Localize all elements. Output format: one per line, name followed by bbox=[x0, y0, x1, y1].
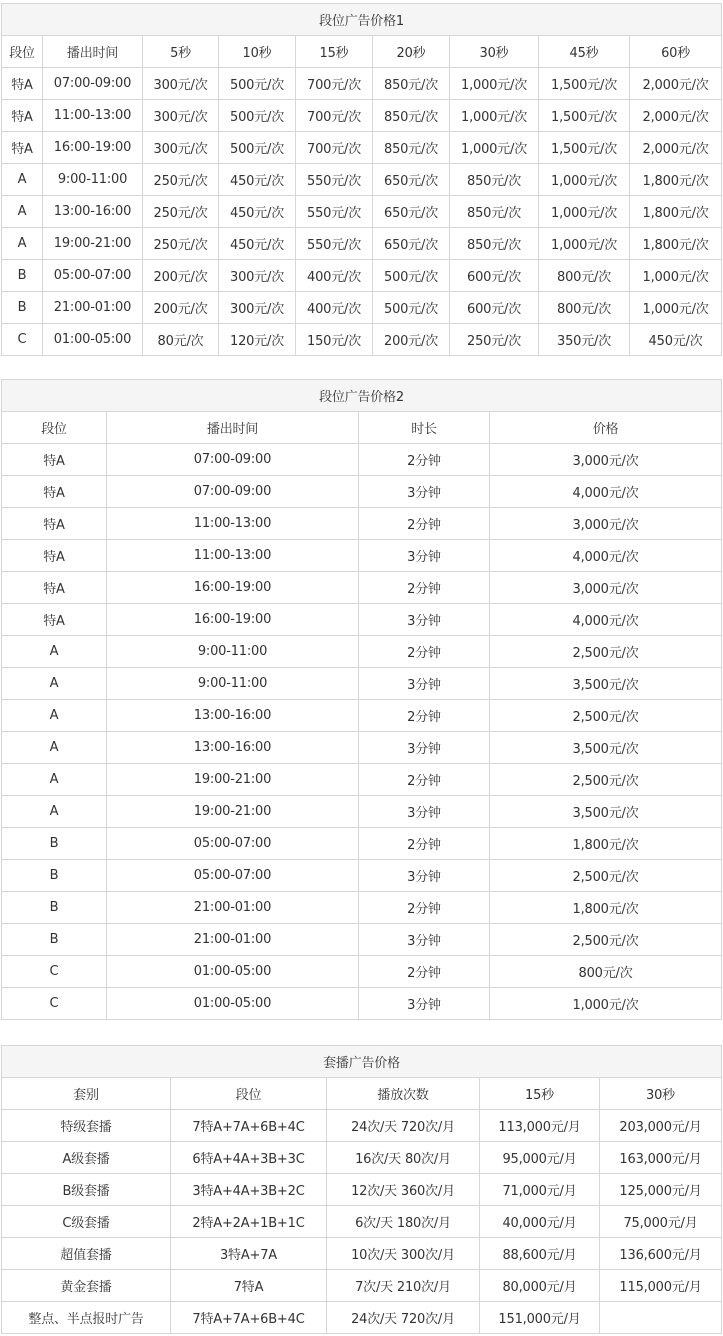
table-cell: 12次/天 360次/月 bbox=[327, 1174, 480, 1206]
table-cell: 203,000元/月 bbox=[600, 1110, 722, 1142]
table-cell: 1,800元/次 bbox=[490, 892, 722, 924]
table-cell: 300元/次 bbox=[143, 100, 219, 132]
table-cell: 6次/天 180次/月 bbox=[327, 1206, 480, 1238]
table-cell: 16次/天 80次/月 bbox=[327, 1142, 480, 1174]
table-cell: A bbox=[2, 196, 43, 228]
table-cell: B bbox=[2, 828, 107, 860]
table-row bbox=[2, 508, 722, 540]
header-cell: 段位 bbox=[171, 1078, 327, 1110]
table-cell: 1,000元/次 bbox=[630, 292, 722, 324]
table-cell: 黄金套播 bbox=[2, 1270, 171, 1302]
table-cell: 250元/次 bbox=[143, 228, 219, 260]
table-title: 段位广告价格1 bbox=[2, 4, 722, 36]
table-cell: 113,000元/月 bbox=[480, 1110, 600, 1142]
table-cell: 150元/次 bbox=[296, 324, 373, 356]
table-row bbox=[2, 572, 722, 604]
table-cell: 151,000元/月 bbox=[480, 1302, 600, 1334]
table-row bbox=[2, 476, 722, 508]
table-row bbox=[2, 1142, 722, 1174]
table-cell: 850元/次 bbox=[450, 228, 539, 260]
table-cell: 700元/次 bbox=[296, 68, 373, 100]
table-row bbox=[2, 292, 722, 324]
table-cell: 800元/次 bbox=[539, 260, 630, 292]
table-cell: B bbox=[2, 292, 43, 324]
table-header-row bbox=[2, 1078, 722, 1110]
table-cell: 800元/次 bbox=[539, 292, 630, 324]
table-cell: 07:00-09:00 bbox=[107, 444, 359, 476]
table-cell: 13:00-16:00 bbox=[43, 196, 143, 228]
table-cell: 07:00-09:00 bbox=[43, 68, 143, 100]
table-cell: 1,800元/次 bbox=[630, 196, 722, 228]
table-header-row bbox=[2, 36, 722, 68]
table-cell: 1,000元/次 bbox=[539, 228, 630, 260]
table-row bbox=[2, 164, 722, 196]
table-cell: 3分钟 bbox=[359, 604, 490, 636]
table-cell: 7特A bbox=[171, 1270, 327, 1302]
table-row bbox=[2, 324, 722, 356]
table-cell: 特A bbox=[2, 100, 43, 132]
table-cell: 2分钟 bbox=[359, 764, 490, 796]
table-row bbox=[2, 668, 722, 700]
table-cell: 2特A+2A+1B+1C bbox=[171, 1206, 327, 1238]
table-cell: 3,500元/次 bbox=[490, 796, 722, 828]
table-cell: 3特A+4A+3B+2C bbox=[171, 1174, 327, 1206]
table-row bbox=[2, 892, 722, 924]
table-cell: B bbox=[2, 924, 107, 956]
table-cell: 特A bbox=[2, 68, 43, 100]
table-cell: 05:00-07:00 bbox=[107, 860, 359, 892]
table-cell: 07:00-09:00 bbox=[107, 476, 359, 508]
table-cell: A bbox=[2, 700, 107, 732]
table-cell: 11:00-13:00 bbox=[107, 508, 359, 540]
table-cell: 6特A+4A+3B+3C bbox=[171, 1142, 327, 1174]
table-row bbox=[2, 924, 722, 956]
table-cell: 特A bbox=[2, 444, 107, 476]
table-cell: 650元/次 bbox=[373, 196, 450, 228]
table-cell: B bbox=[2, 892, 107, 924]
table-cell: 700元/次 bbox=[296, 132, 373, 164]
table-cell: C级套播 bbox=[2, 1206, 171, 1238]
table-cell: 1,000元/次 bbox=[450, 100, 539, 132]
table-cell: 80,000元/月 bbox=[480, 1270, 600, 1302]
table-cell: 10次/天 300次/月 bbox=[327, 1238, 480, 1270]
table-cell: 16:00-19:00 bbox=[107, 572, 359, 604]
table-cell: 300元/次 bbox=[219, 292, 296, 324]
table-cell: 1,000元/次 bbox=[539, 196, 630, 228]
table-cell: 700元/次 bbox=[296, 100, 373, 132]
table-cell: 850元/次 bbox=[373, 68, 450, 100]
table-cell: 850元/次 bbox=[450, 164, 539, 196]
table-cell: 01:00-05:00 bbox=[43, 324, 143, 356]
table-cell: 3分钟 bbox=[359, 540, 490, 572]
table-cell: 115,000元/月 bbox=[600, 1270, 722, 1302]
table-cell: 特A bbox=[2, 604, 107, 636]
table-cell: 1,000元/次 bbox=[450, 132, 539, 164]
table-cell: 163,000元/月 bbox=[600, 1142, 722, 1174]
table-row bbox=[2, 604, 722, 636]
table-cell: 80元/次 bbox=[143, 324, 219, 356]
table-cell: 05:00-07:00 bbox=[43, 260, 143, 292]
table-cell: 125,000元/月 bbox=[600, 1174, 722, 1206]
table-cell: 1,800元/次 bbox=[490, 828, 722, 860]
table-cell: A bbox=[2, 228, 43, 260]
table-title-row bbox=[2, 1046, 722, 1078]
table-cell: 13:00-16:00 bbox=[107, 732, 359, 764]
table-cell: A bbox=[2, 732, 107, 764]
table-cell: 400元/次 bbox=[296, 260, 373, 292]
table-cell: 550元/次 bbox=[296, 196, 373, 228]
table-cell: 2分钟 bbox=[359, 636, 490, 668]
table-cell: 4,000元/次 bbox=[490, 604, 722, 636]
table-cell: 7特A+7A+6B+4C bbox=[171, 1302, 327, 1334]
package-price-table bbox=[1, 1045, 722, 1334]
table-cell: B bbox=[2, 860, 107, 892]
table-cell: 850元/次 bbox=[450, 196, 539, 228]
table-cell: 19:00-21:00 bbox=[107, 796, 359, 828]
table-row bbox=[2, 1270, 722, 1302]
header-cell: 30秒 bbox=[450, 36, 539, 68]
table-cell: A bbox=[2, 796, 107, 828]
table-cell: 2分钟 bbox=[359, 508, 490, 540]
table-cell: 4,000元/次 bbox=[490, 476, 722, 508]
table-cell: 9:00-11:00 bbox=[107, 636, 359, 668]
table-cell: 3,000元/次 bbox=[490, 572, 722, 604]
segment-price-table-1 bbox=[1, 3, 722, 356]
header-cell: 价格 bbox=[490, 412, 722, 444]
table-cell: 05:00-07:00 bbox=[107, 828, 359, 860]
table-cell: 450元/次 bbox=[219, 196, 296, 228]
table-cell: 21:00-01:00 bbox=[107, 892, 359, 924]
table-cell: 550元/次 bbox=[296, 164, 373, 196]
header-cell: 60秒 bbox=[630, 36, 722, 68]
table-cell: 24次/天 720次/月 bbox=[327, 1302, 480, 1334]
table-cell: 3分钟 bbox=[359, 476, 490, 508]
header-cell: 15秒 bbox=[480, 1078, 600, 1110]
header-cell: 5秒 bbox=[143, 36, 219, 68]
table-cell: 01:00-05:00 bbox=[107, 956, 359, 988]
table-cell: 3分钟 bbox=[359, 860, 490, 892]
table-cell: A bbox=[2, 764, 107, 796]
table-cell: A级套播 bbox=[2, 1142, 171, 1174]
header-cell: 播放次数 bbox=[327, 1078, 480, 1110]
table-cell: 3,500元/次 bbox=[490, 668, 722, 700]
table-row bbox=[2, 700, 722, 732]
table-cell: 500元/次 bbox=[373, 260, 450, 292]
table-cell: 300元/次 bbox=[143, 132, 219, 164]
table-cell: 300元/次 bbox=[143, 68, 219, 100]
table-cell: 3分钟 bbox=[359, 988, 490, 1020]
table-cell: 19:00-21:00 bbox=[107, 764, 359, 796]
table-cell: 120元/次 bbox=[219, 324, 296, 356]
table-cell: 2,500元/次 bbox=[490, 636, 722, 668]
table-cell: 2分钟 bbox=[359, 828, 490, 860]
header-cell: 15秒 bbox=[296, 36, 373, 68]
table-cell: 450元/次 bbox=[630, 324, 722, 356]
table-cell: 9:00-11:00 bbox=[43, 164, 143, 196]
table-cell: 3分钟 bbox=[359, 796, 490, 828]
table-cell: 2分钟 bbox=[359, 444, 490, 476]
table-row bbox=[2, 540, 722, 572]
table-cell: 11:00-13:00 bbox=[107, 540, 359, 572]
table-cell bbox=[600, 1302, 722, 1334]
table-cell: 250元/次 bbox=[450, 324, 539, 356]
table-cell: 9:00-11:00 bbox=[107, 668, 359, 700]
table-cell: 13:00-16:00 bbox=[107, 700, 359, 732]
table-cell: 7次/天 210次/月 bbox=[327, 1270, 480, 1302]
table-cell: 550元/次 bbox=[296, 228, 373, 260]
table-cell: 2,000元/次 bbox=[630, 68, 722, 100]
table-cell: 3分钟 bbox=[359, 924, 490, 956]
table-cell: 1,000元/次 bbox=[539, 164, 630, 196]
table-row bbox=[2, 1238, 722, 1270]
table-row bbox=[2, 68, 722, 100]
table-row bbox=[2, 796, 722, 828]
table-cell: 特A bbox=[2, 540, 107, 572]
table-row bbox=[2, 196, 722, 228]
table-cell: 200元/次 bbox=[143, 260, 219, 292]
table-row bbox=[2, 100, 722, 132]
table-row bbox=[2, 1206, 722, 1238]
header-cell: 播出时间 bbox=[43, 36, 143, 68]
table-cell: 01:00-05:00 bbox=[107, 988, 359, 1020]
table-cell: 500元/次 bbox=[373, 292, 450, 324]
table-cell: 2,500元/次 bbox=[490, 700, 722, 732]
price-document bbox=[0, 3, 723, 1334]
table-cell: 3分钟 bbox=[359, 668, 490, 700]
table-title-row bbox=[2, 4, 722, 36]
table-cell: 200元/次 bbox=[143, 292, 219, 324]
table-row bbox=[2, 260, 722, 292]
table-cell: A bbox=[2, 164, 43, 196]
table-cell: 2,500元/次 bbox=[490, 924, 722, 956]
table-cell: 650元/次 bbox=[373, 164, 450, 196]
table-cell: 21:00-01:00 bbox=[107, 924, 359, 956]
table-cell: C bbox=[2, 988, 107, 1020]
table-title-row bbox=[2, 380, 722, 412]
table-cell: 24次/天 720次/月 bbox=[327, 1110, 480, 1142]
table-cell: 40,000元/月 bbox=[480, 1206, 600, 1238]
table-cell: 特级套播 bbox=[2, 1110, 171, 1142]
table-cell: 1,000元/次 bbox=[450, 68, 539, 100]
table-cell: 2,000元/次 bbox=[630, 100, 722, 132]
table-header-row bbox=[2, 412, 722, 444]
table-cell: 1,000元/次 bbox=[630, 260, 722, 292]
table-cell: 1,500元/次 bbox=[539, 68, 630, 100]
table-row bbox=[2, 228, 722, 260]
table-cell: 特A bbox=[2, 476, 107, 508]
table-cell: 88,600元/月 bbox=[480, 1238, 600, 1270]
table-cell: B级套播 bbox=[2, 1174, 171, 1206]
table-cell: 250元/次 bbox=[143, 164, 219, 196]
table-cell: 200元/次 bbox=[373, 324, 450, 356]
table-title: 套播广告价格 bbox=[2, 1046, 722, 1078]
header-cell: 段位 bbox=[2, 412, 107, 444]
table-cell: 3,500元/次 bbox=[490, 732, 722, 764]
header-cell: 套别 bbox=[2, 1078, 171, 1110]
table-cell: 500元/次 bbox=[219, 100, 296, 132]
table-cell: 4,000元/次 bbox=[490, 540, 722, 572]
table-cell: 2分钟 bbox=[359, 572, 490, 604]
table-row bbox=[2, 732, 722, 764]
table-cell: 2,500元/次 bbox=[490, 860, 722, 892]
header-cell: 播出时间 bbox=[107, 412, 359, 444]
table-cell: 16:00-19:00 bbox=[43, 132, 143, 164]
table-cell: 1,500元/次 bbox=[539, 100, 630, 132]
table-row bbox=[2, 132, 722, 164]
table-cell: 95,000元/月 bbox=[480, 1142, 600, 1174]
table-cell: 800元/次 bbox=[490, 956, 722, 988]
table-cell: 整点、半点报时广告 bbox=[2, 1302, 171, 1334]
table-cell: 1,800元/次 bbox=[630, 164, 722, 196]
table-row bbox=[2, 828, 722, 860]
segment-price-table-2 bbox=[1, 379, 722, 1020]
table-cell: 136,600元/月 bbox=[600, 1238, 722, 1270]
table-cell: 500元/次 bbox=[219, 68, 296, 100]
table-title: 段位广告价格2 bbox=[2, 380, 722, 412]
table-cell: 75,000元/月 bbox=[600, 1206, 722, 1238]
table-cell: 2分钟 bbox=[359, 892, 490, 924]
table-cell: 3分钟 bbox=[359, 732, 490, 764]
header-cell: 时长 bbox=[359, 412, 490, 444]
table-cell: 21:00-01:00 bbox=[43, 292, 143, 324]
table-cell: 特A bbox=[2, 132, 43, 164]
table-cell: C bbox=[2, 956, 107, 988]
header-cell: 段位 bbox=[2, 36, 43, 68]
header-cell: 45秒 bbox=[539, 36, 630, 68]
table-row bbox=[2, 956, 722, 988]
table-cell: 7特A+7A+6B+4C bbox=[171, 1110, 327, 1142]
table-cell: 600元/次 bbox=[450, 260, 539, 292]
table-cell: 3,000元/次 bbox=[490, 508, 722, 540]
table-row bbox=[2, 1302, 722, 1334]
table-cell: 2,500元/次 bbox=[490, 764, 722, 796]
table-cell: A bbox=[2, 668, 107, 700]
table-cell: 2分钟 bbox=[359, 700, 490, 732]
table-cell: 450元/次 bbox=[219, 228, 296, 260]
header-cell: 20秒 bbox=[373, 36, 450, 68]
table-cell: 16:00-19:00 bbox=[107, 604, 359, 636]
table-cell: 特A bbox=[2, 508, 107, 540]
table-cell: 3特A+7A bbox=[171, 1238, 327, 1270]
table-cell: 400元/次 bbox=[296, 292, 373, 324]
table-cell: 11:00-13:00 bbox=[43, 100, 143, 132]
table-row bbox=[2, 988, 722, 1020]
table-row bbox=[2, 860, 722, 892]
table-row bbox=[2, 636, 722, 668]
table-cell: 650元/次 bbox=[373, 228, 450, 260]
table-cell: A bbox=[2, 636, 107, 668]
table-cell: 300元/次 bbox=[219, 260, 296, 292]
table-cell: C bbox=[2, 324, 43, 356]
table-row bbox=[2, 444, 722, 476]
table-cell: 特A bbox=[2, 572, 107, 604]
table-cell: 850元/次 bbox=[373, 100, 450, 132]
table-cell: 71,000元/月 bbox=[480, 1174, 600, 1206]
header-cell: 10秒 bbox=[219, 36, 296, 68]
table-cell: 2,000元/次 bbox=[630, 132, 722, 164]
table-cell: 450元/次 bbox=[219, 164, 296, 196]
table-cell: 1,500元/次 bbox=[539, 132, 630, 164]
table-cell: 850元/次 bbox=[373, 132, 450, 164]
table-row bbox=[2, 764, 722, 796]
table-cell: 600元/次 bbox=[450, 292, 539, 324]
table-cell: 19:00-21:00 bbox=[43, 228, 143, 260]
table-cell: 1,800元/次 bbox=[630, 228, 722, 260]
table-cell: B bbox=[2, 260, 43, 292]
table-cell: 3,000元/次 bbox=[490, 444, 722, 476]
table-row bbox=[2, 1110, 722, 1142]
table-cell: 1,000元/次 bbox=[490, 988, 722, 1020]
table-cell: 超值套播 bbox=[2, 1238, 171, 1270]
header-cell: 30秒 bbox=[600, 1078, 722, 1110]
table-cell: 500元/次 bbox=[219, 132, 296, 164]
table-cell: 250元/次 bbox=[143, 196, 219, 228]
table-cell: 2分钟 bbox=[359, 956, 490, 988]
table-cell: 350元/次 bbox=[539, 324, 630, 356]
table-row bbox=[2, 1174, 722, 1206]
